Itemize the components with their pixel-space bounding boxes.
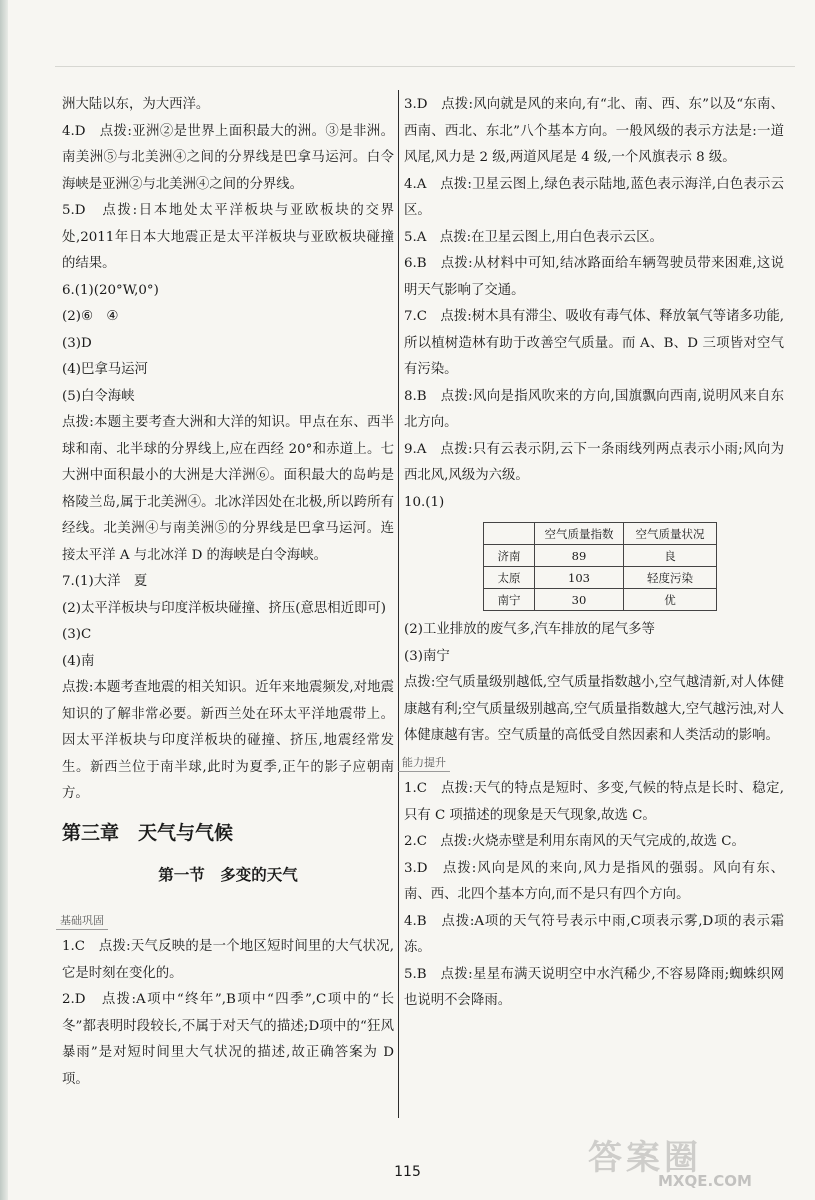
answer-item-5: 5.B 点拨:星星布满天说明空中水汽稀少,不容易降雨;蜘蛛织网也说明不会降雨。 [404, 966, 784, 1008]
explanation-7: 点拨:本题考查地震的相关知识。近年来地震频发,对地震知识的了解非常必要。新西兰处在环太平洋地震带上。因太平洋板块与印度洋板块的碰撞、挤压,地震经常发生。新西兰位于南半球,此时为夏季,正午的影子应朝南方。 [62, 680, 394, 801]
answer-sub-3: (3)南宁 [404, 648, 450, 664]
answer-item-7: 7.(1)大洋 夏 [62, 574, 148, 589]
table-cell: 103 [535, 567, 624, 589]
answer-sub-3: (3)D [62, 335, 92, 351]
answer-sub-2: (2)太平洋板块与印度洋板块碰撞、挤压(意思相近即可) [62, 600, 387, 616]
answer-item-7: 7.C 点拨:树木具有滞尘、吸收有毒气体、释放氧气等诸多功能,所以植树造林有助于改善空气质量。而 A、B、D 三项皆对空气有污染。 [404, 309, 784, 377]
answer-sub-3: (3)C [62, 627, 92, 642]
air-quality-table-wrap [483, 522, 784, 611]
top-rule [55, 66, 795, 67]
answer-item-2: 2.D 点拨:A项中“终年”,B项中“四季”,C项中的“长冬”都表明时段较长,不属于对天气的描述;D项中的“狂风暴雨”是对短时间里大气状况的描述,故正确答案为 D项。 [62, 992, 394, 1087]
answer-sub-4: (4)南 [62, 653, 95, 669]
answer-item-6: 6.(1)(20°W,0°) [62, 282, 159, 298]
section-tag-basic: 基础巩固 [56, 913, 108, 930]
table-header-cell: 空气质量状况 [624, 523, 717, 545]
watermark-text: 答案圈 [588, 1138, 702, 1178]
answer-sub-5: (5)白令海峡 [62, 388, 135, 404]
table-cell: 30 [535, 589, 624, 611]
answer-item-4: 4.D 点拨:亚洲②是世界上面积最大的洲。③是非洲。南美洲⑤与北美洲④之间的分界线是巴拿马运河。白令海峡是亚洲②与北美洲④之间的分界线。 [62, 123, 394, 192]
table-cell: 济南 [484, 545, 535, 567]
answer-item-3: 3.D 点拨:风向是风的来向,风力是指风的强弱。风向有东、南、西、北四个基本方向,而不是只有四个方向。 [404, 860, 784, 902]
answer-sub-4: (4)巴拿马运河 [62, 362, 148, 377]
answer-item-10: 10.(1) [404, 494, 445, 510]
table-cell: 89 [535, 545, 624, 567]
answer-item-6: 6.B 点拨:从材料中可知,结冰路面给车辆驾驶员带来困难,这说明天气影响了交通。 [404, 256, 784, 298]
table-cell: 太原 [484, 567, 535, 589]
answer-item-8: 8.B 点拨:风向是指风吹来的方向,国旗飘向西南,说明风来自东北方向。 [404, 388, 784, 430]
answer-item-1: 1.C 点拨:天气反映的是一个地区短时间里的大气状况,它是时刻在变化的。 [62, 939, 394, 981]
table-cell: 南宁 [484, 589, 535, 611]
answer-sub-2: (2)工业排放的废气多,汽车排放的尾气多等 [404, 622, 655, 637]
explanation-10: 点拨:空气质量级别越低,空气质量指数越小,空气越清新,对人体健康越有利;空气质量级别越高,空气质量指数越大,空气越污浊,对人体健康越有害。空气质量的高低受自然因素和人类活动的影响。 [404, 675, 784, 743]
table-row [484, 589, 717, 611]
table-header-cell: 空气质量指数 [535, 523, 624, 545]
table-row [484, 567, 717, 589]
answer-text: 洲大陆以东，为大西洋。 [62, 97, 210, 112]
answer-item-2: 2.C 点拨:火烧赤壁是利用东南风的天气完成的,故选 C。 [404, 834, 745, 849]
table-header-cell [484, 523, 535, 545]
answer-item-1: 1.C 点拨:天气的特点是短时、多变,气候的特点是长时、稳定,只有 C 项描述的现象是天气现象,故选 C。 [404, 781, 784, 823]
watermark-logo [588, 1130, 803, 1192]
answer-item-3: 3.D 点拨:风向就是风的来向,有“北、南、西、东”以及“东南、西南、西北、东北”八个基本方向。一般风级的表示方法是:一道风尾,风力是 2 级,两道风尾是 4 级,一个风旗表示 8 级。 [404, 97, 784, 165]
left-column [62, 92, 394, 1093]
air-quality-table [483, 522, 717, 611]
page-binding-edge [0, 0, 8, 1200]
table-header-row [484, 523, 717, 545]
answer-sub-2: (2)⑥ ④ [62, 309, 119, 324]
table-cell: 优 [624, 589, 717, 611]
section-title: 第一节 多变的天气 [158, 864, 298, 884]
right-column [404, 92, 784, 1015]
answer-item-4: 4.B 点拨:A项的天气符号表示中雨,C项表示雾,D项的表示霜冻。 [404, 913, 784, 955]
answer-item-9: 9.A 点拨:只有云表示阴,云下一条雨线列两点表示小雨;风向为西北风,风级为六级。 [404, 441, 784, 483]
answer-item-4: 4.A 点拨:卫星云图上,绿色表示陆地,蓝色表示海洋,白色表示云区。 [404, 176, 784, 218]
chapter-title: 第三章 天气与气候 [62, 821, 234, 844]
answer-item-5: 5.A 点拨:在卫星云图上,用白色表示云区。 [404, 229, 663, 245]
table-cell: 良 [624, 545, 717, 567]
answer-item-5: 5.D 点拨:日本地处太平洋板块与亚欧板块的交界处,2011年日本大地震正是太平洋板块与亚欧板块碰撞的结果。 [62, 203, 394, 271]
explanation-6: 点拨:本题主要考查大洲和大洋的知识。甲点在东、西半球和南、北半球的分界线上,应在西经 20°和赤道上。七大洲中面积最小的大洲是大洋洲⑥。面积最大的岛屿是格陵兰岛,属于北美洲④。北冰洋因处在北极,所以跨所有经线。北美洲④与南美洲⑤的分界线是巴拿马运河。连接太平洋 A 与北冰洋 D 的海峡是白令海峡。 [62, 415, 394, 563]
page-number: 115 [394, 1164, 421, 1180]
column-divider [398, 90, 399, 1118]
table-row [484, 545, 717, 567]
watermark-url: MXQE.COM [658, 1172, 752, 1190]
section-tag-advanced: 能力提升 [398, 755, 450, 772]
table-cell: 轻度污染 [624, 567, 717, 589]
